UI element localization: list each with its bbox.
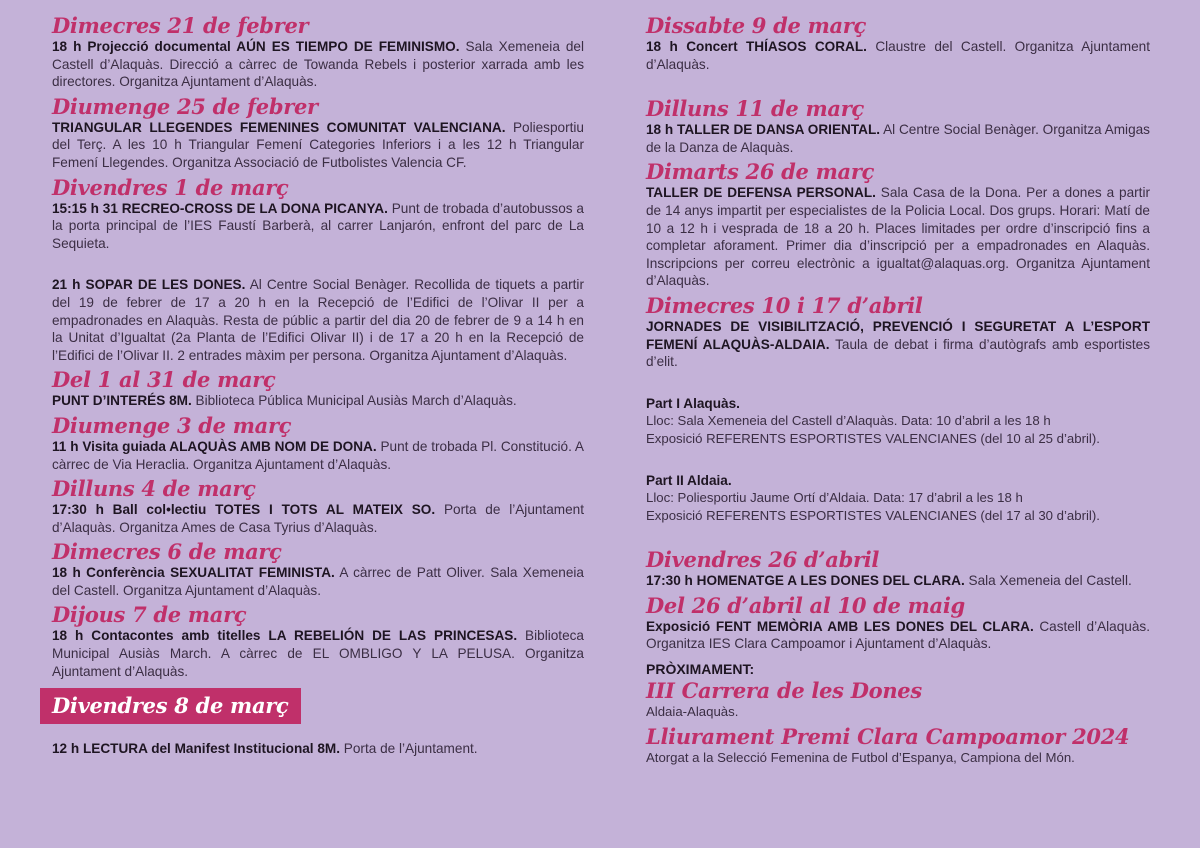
event	[52, 368, 584, 410]
event-date: Dissabte 9 de març	[646, 13, 867, 38]
right-column	[646, 14, 1150, 770]
event	[52, 276, 584, 364]
event	[646, 160, 1150, 290]
highlight-event	[52, 684, 584, 758]
event-date: Del 26 d’abril al 10 de maig	[646, 592, 965, 618]
event-date: Dimecres 6 de març	[52, 539, 282, 565]
event-date: Dilluns 11 de març	[646, 96, 864, 122]
part-line: Lloc: Poliesportiu Jaume Ortí d’Aldaia. Data: 17 d’abril a les 18 h	[646, 490, 1023, 506]
event	[52, 176, 584, 253]
highlight-date-banner: Divendres 8 de març	[40, 688, 301, 724]
event	[52, 14, 584, 91]
event-description: TALLER DE DEFENSA PERSONAL. Sala Casa de la Dona. Per a dones a partir de 14 anys impartit per especialistes de la Policia Local. Dos grups. Horari: Matí de 10 a 12 h i vesprada de 18 a 20 h. Places limitades per ordre d’inscripció fins a completar aforament. Primer dia d’inscripció per a empadronades en Alaquàs. Inscripcions per correu electrònic a igualtat@alaquas.org. Organitza Ajuntament d’Alaquàs.	[646, 185, 1151, 289]
event-description: JORNADES DE VISIBILITZACIÓ, PREVENCIÓ I SEGURETAT A L’ESPORT FEMENÍ ALAQUÀS-ALDAIA. Taula de debat i firma d’autògrafs amb esportistes d’elit.	[646, 318, 1151, 370]
event-description: 17:30 h HOMENATGE A LES DONES DEL CLARA. Sala Xemeneia del Castell.	[646, 573, 1132, 589]
event-part	[646, 395, 1150, 448]
event-date: Divendres 26 d’abril	[646, 547, 880, 573]
upcoming-label: PRÒXIMAMENT:	[646, 661, 755, 678]
event-date: Del 1 al 31 de març	[52, 367, 276, 393]
event-description: Exposició FENT MEMÒRIA AMB LES DONES DEL CLARA. Castell d’Alaquàs. Organitza IES Clara Campoamor i Ajuntament d’Alaquàs.	[646, 618, 1150, 652]
event	[646, 14, 1150, 73]
event-date: Diumenge 25 de febrer	[52, 93, 318, 119]
event-date: Diumenge 3 de març	[52, 412, 292, 438]
event	[52, 477, 584, 536]
event-description: 18 h Conferència SEXUALITAT FEMINISTA. A càrrec de Patt Oliver. Sala Xemeneia del Castell. Organitza Ajuntament d’Alaquàs.	[52, 565, 584, 598]
event-description: PUNT D’INTERÉS 8M. Biblioteca Pública Municipal Ausiàs March d’Alaquàs.	[52, 393, 517, 409]
upcoming-item	[646, 725, 1150, 767]
part-line: Exposició REFERENTS ESPORTISTES VALENCIANES (del 17 al 30 d’abril).	[646, 507, 1100, 523]
event-description: 17:30 h Ball col•lectiu TOTES I TOTS AL MATEIX SO. Porta de l’Ajuntament d’Alaquàs. Organitza Ames de Casa Tyrius d’Alaquàs.	[52, 502, 584, 535]
event-description: 18 h Concert THÍASOS CORAL. Claustre del Castell. Organitza Ajuntament d’Alaquàs.	[646, 39, 1151, 72]
event	[646, 294, 1150, 371]
upcoming-description: Atorgat a la Selecció Femenina de Futbol d’Espanya, Campiona del Món.	[646, 749, 1075, 765]
event-description: 18 h TALLER DE DANSA ORIENTAL. Al Centre Social Benàger. Organitza Amigas de la Danza de Alaquàs.	[646, 122, 1150, 155]
event-description: 11 h Visita guiada ALAQUÀS AMB NOM DE DONA. Punt de trobada Pl. Constitució. A càrrec de Via Heraclia. Organitza Ajuntament d’Alaquàs.	[52, 438, 584, 472]
event	[646, 97, 1150, 156]
part-title: Part I Alaquàs.	[646, 395, 740, 411]
part-line: Exposició REFERENTS ESPORTISTES VALENCIANES (del 10 al 25 d’abril).	[646, 430, 1100, 446]
event	[52, 414, 584, 473]
event	[646, 594, 1150, 653]
event-date: Divendres 1 de març	[52, 174, 289, 200]
event-date: Dimecres 10 i 17 d’abril	[646, 292, 923, 318]
event-description: 18 h Contacontes amb titelles LA REBELIÓN DE LAS PRINCESAS. Biblioteca Municipal Ausiàs March. A càrrec de EL OMBLIGO Y LA PELUSA. Organitza Ajuntament d’Alaquàs.	[52, 628, 584, 679]
event	[52, 540, 584, 599]
event-description: TRIANGULAR LLEGENDES FEMENINES COMUNITAT VALENCIANA. Poliesportiu del Terç. A les 10 h Triangular Femení Categories Inferiors i a les 12 h Triangular Femení Llegendes. Organitza Associació de Futbolistes Valencia CF.	[52, 119, 584, 170]
upcoming-description: Aldaia-Alaquàs.	[646, 704, 739, 720]
event	[52, 95, 584, 172]
event	[52, 603, 584, 680]
part-line: Lloc: Sala Xemeneia del Castell d’Alaquàs. Data: 10 d’abril a les 18 h	[646, 413, 1051, 429]
event-part	[646, 472, 1150, 525]
part-title: Part II Aldaia.	[646, 472, 732, 488]
upcoming-item	[646, 679, 1150, 721]
left-column	[52, 14, 584, 762]
event-date: Dimecres 21 de febrer	[52, 13, 309, 38]
event-date: Dilluns 4 de març	[52, 476, 256, 502]
event-description: 12 h LECTURA del Manifest Institucional 8M. Porta de l’Ajuntament.	[52, 741, 478, 757]
upcoming-title: Lliurament Premi Clara Campoamor 2024	[646, 723, 1130, 749]
event-description: 15:15 h 31 RECREO-CROSS DE LA DONA PICANYA. Punt de trobada d’autobussos a la porta principal de l’IES Faustí Barberà, al carrer Lanjarón, enfront del parc de La Sequieta.	[52, 200, 584, 251]
event-date: Dimarts 26 de març	[646, 159, 875, 185]
event-description: 21 h SOPAR DE LES DONES. Al Centre Social Benàger. Recollida de tiquets a partir del 19 de febrer de 17 a 20 h en la Recepció de l’Edifici de l’Olivar II per a empadronades en Alaquàs. Resta de públic a partir del dia 20 de febrer de 9 a 14 h en la Unitat d’Igualtat (2a Planta de l’Edifici Olivar II) i de 17 a 20 h en la Recepció de l’Edifici de l’Olivar II. 2 entrades màxim per persona. Organitza Ajuntament d’Alaquàs.	[52, 277, 584, 363]
event-date: Dijous 7 de març	[52, 602, 247, 628]
upcoming-title: III Carrera de les Dones	[646, 678, 922, 704]
event-description: 18 h Projecció documental AÚN ES TIEMPO DE FEMINISMO. Sala Xemeneia del Castell d’Alaquàs. Direcció a càrrec de Towanda Rebels i posterior xarrada amb les directores. Organitza Ajuntament d’Alaquàs.	[52, 39, 584, 90]
event	[646, 548, 1150, 590]
